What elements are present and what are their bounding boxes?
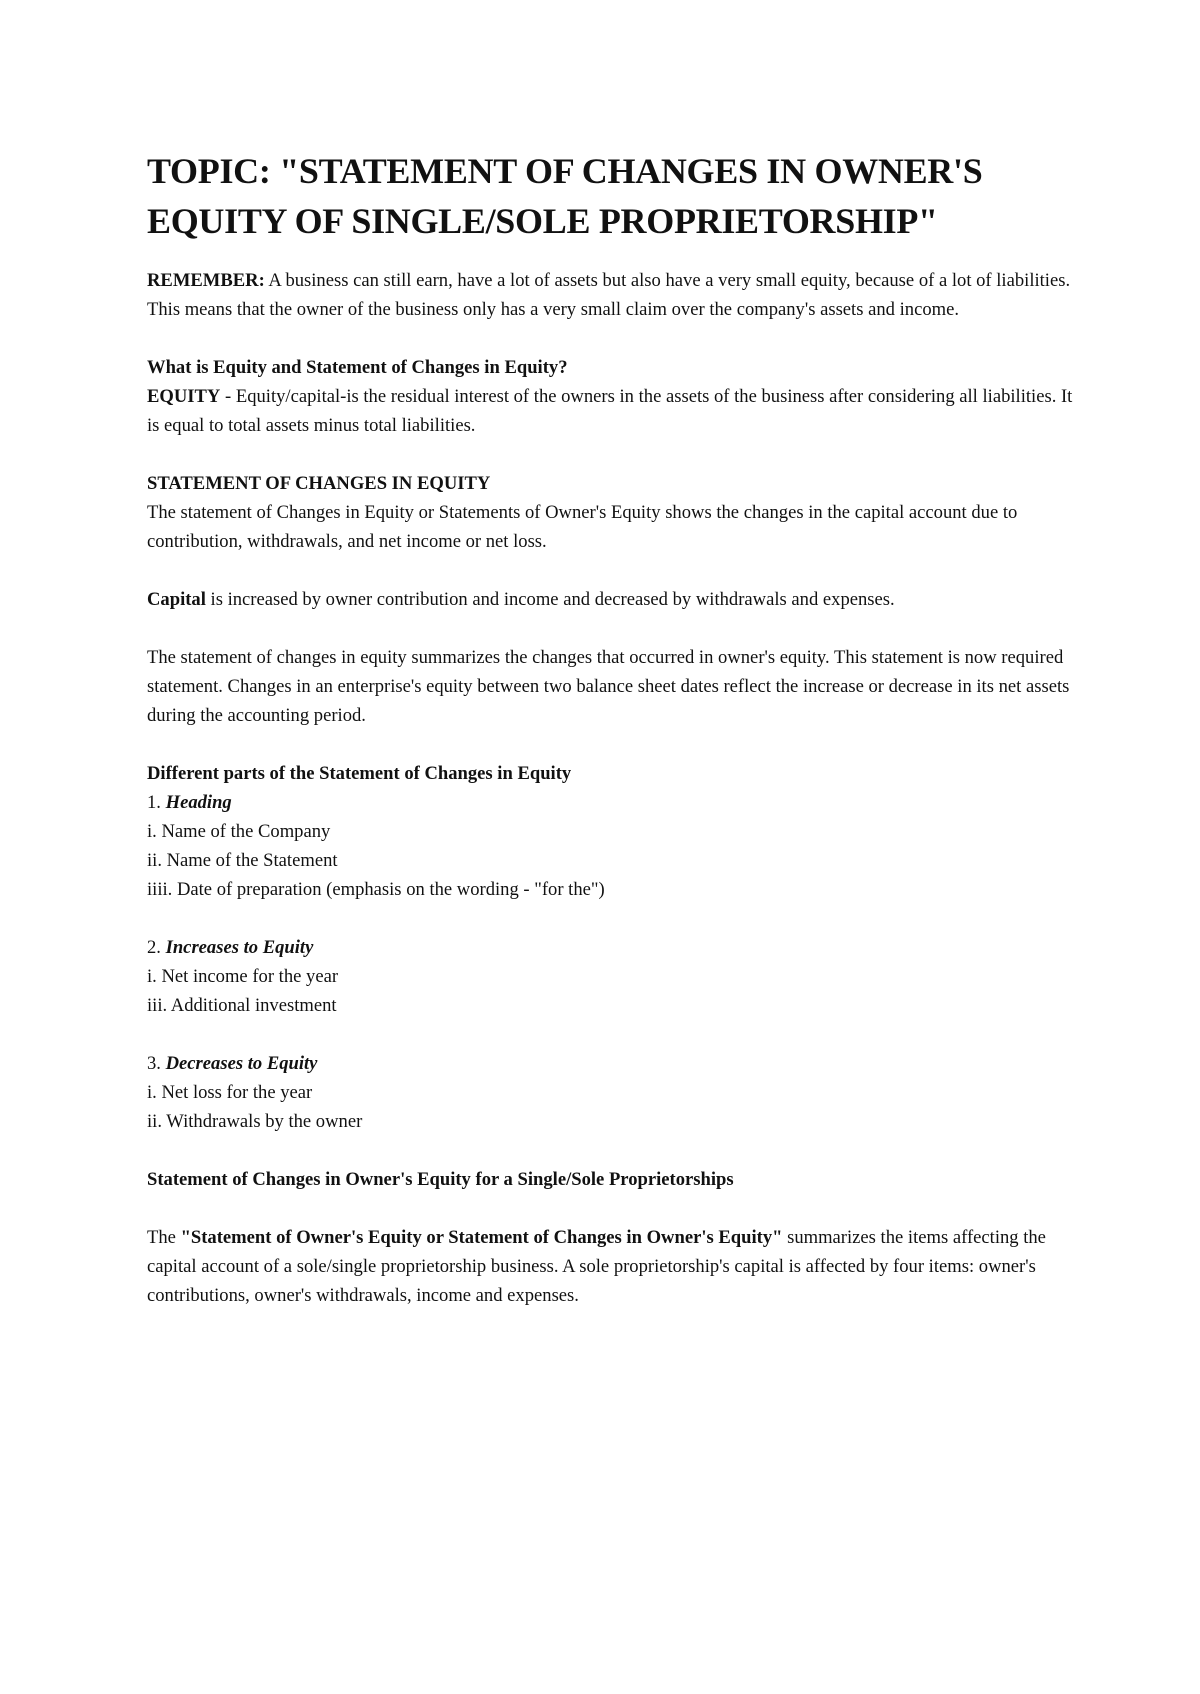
soce-text: The statement of Changes in Equity or Statements of Owner's Equity shows the changes in the capital account due to contribution, withdrawals, and net income or net loss. bbox=[147, 502, 1018, 552]
equity-term: EQUITY bbox=[147, 386, 221, 407]
equity-definition: - Equity/capital-is the residual interest of the owners in the assets of the business after considering all liabilities. It is equal to total assets minus total liabilities. bbox=[147, 386, 1073, 436]
equity-section bbox=[147, 353, 1077, 440]
remember-label: REMEMBER: bbox=[147, 270, 265, 291]
list-item: i. Net income for the year bbox=[147, 966, 339, 987]
group-number: 2. bbox=[147, 937, 161, 958]
parts-heading: Different parts of the Statement of Changes in Equity bbox=[147, 763, 572, 784]
sole-prop-paragraph bbox=[147, 1223, 1077, 1310]
remember-paragraph bbox=[147, 266, 1077, 324]
group-label: Increases to Equity bbox=[165, 937, 314, 958]
group-label: Heading bbox=[165, 792, 232, 813]
summary-paragraph: The statement of changes in equity summarizes the changes that occurred in owner's equity. This statement is now required statement. Changes in an enterprise's equity between two balance sheet dates reflect the increase or decrease in its net assets during the accounting period. bbox=[147, 647, 1070, 726]
list-item: ii. Name of the Statement bbox=[147, 850, 338, 871]
capital-text: is increased by owner contribution and income and decreased by withdrawals and expenses. bbox=[205, 589, 895, 610]
group-title bbox=[147, 933, 1077, 962]
parts-section bbox=[147, 759, 1077, 1136]
parts-group-heading bbox=[147, 788, 1077, 904]
list-item: iii. Additional investment bbox=[147, 995, 337, 1016]
group-label: Decreases to Equity bbox=[165, 1053, 318, 1074]
list-item: i. Net loss for the year bbox=[147, 1082, 313, 1103]
remember-text: A business can still earn, have a lot of assets but also have a very small equity, because of a lot of liabilities. This means that the owner of the business only has a very small claim over the company's assets and income. bbox=[147, 270, 1071, 320]
sole-prop-text: summarizes the items affecting the capital account of a sole/single proprietorship business. A sole proprietorship's capital is affected by four items: owner's contributions, owner's withdrawals, income and expenses. bbox=[147, 1227, 1046, 1306]
parts-group-increases bbox=[147, 933, 1077, 1020]
group-number: 3. bbox=[147, 1053, 161, 1074]
group-title bbox=[147, 1049, 1077, 1078]
group-number: 1. bbox=[147, 792, 161, 813]
sole-prop-bold-phrase: "Statement of Owner's Equity or Statement of Changes in Owner's Equity" bbox=[180, 1227, 783, 1248]
capital-paragraph bbox=[147, 585, 1077, 614]
equity-heading: What is Equity and Statement of Changes in Equity? bbox=[147, 357, 568, 378]
group-title bbox=[147, 788, 1077, 817]
parts-group-decreases bbox=[147, 1049, 1077, 1136]
document-page bbox=[147, 146, 1077, 1310]
page-title: TOPIC: "STATEMENT OF CHANGES IN OWNER'S EQUITY OF SINGLE/SOLE PROPRIETORSHIP" bbox=[147, 151, 983, 241]
list-item: ii. Withdrawals by the owner bbox=[147, 1111, 363, 1132]
soce-section bbox=[147, 469, 1077, 556]
list-item: i. Name of the Company bbox=[147, 821, 331, 842]
equity-definition-paragraph bbox=[147, 382, 1077, 440]
capital-term: Capital bbox=[147, 589, 206, 610]
list-item: iiii. Date of preparation (emphasis on the wording - "for the") bbox=[147, 879, 605, 900]
sole-prop-heading: Statement of Changes in Owner's Equity for a Single/Sole Proprietorships bbox=[147, 1169, 734, 1190]
soce-heading: STATEMENT OF CHANGES IN EQUITY bbox=[147, 473, 491, 494]
sole-prop-intro: The bbox=[147, 1227, 181, 1248]
